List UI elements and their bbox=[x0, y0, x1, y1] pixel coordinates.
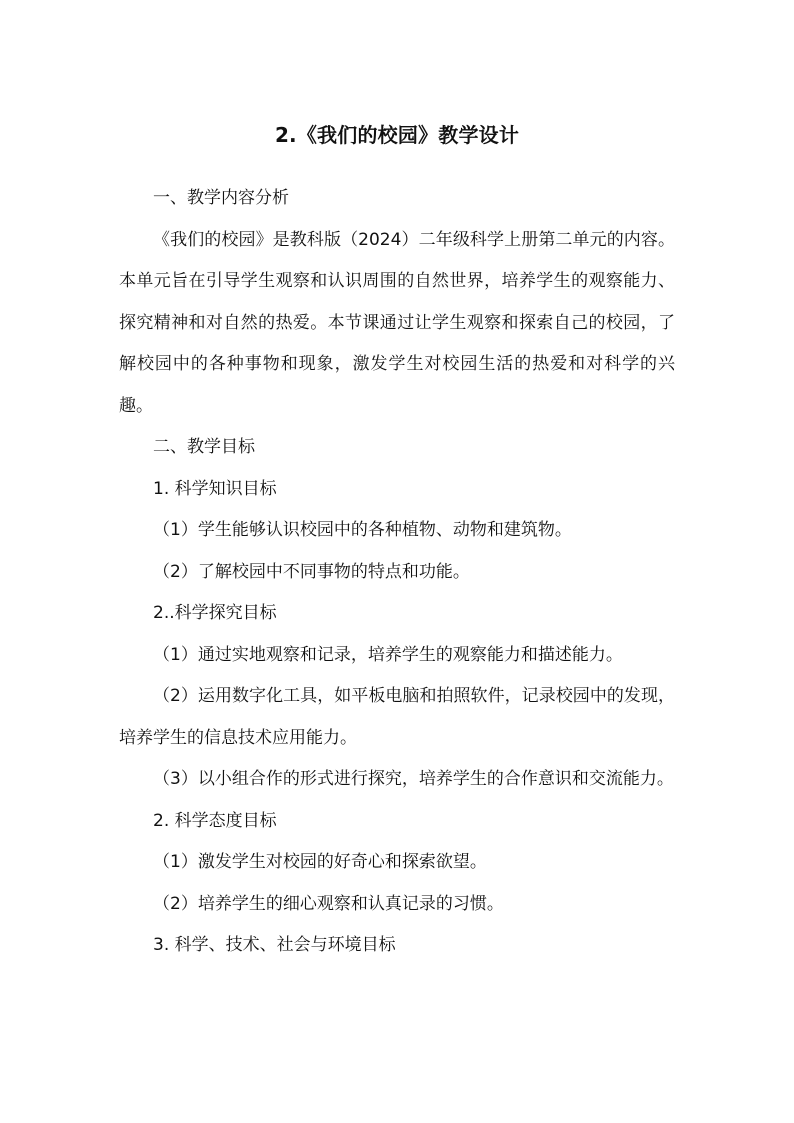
goal-heading-inquiry: 2..科学探究目标 bbox=[153, 603, 277, 623]
goal-item-attitude-1: （1）激发学生对校园的好奇心和探索欲望。 bbox=[153, 852, 487, 872]
goal-item-inquiry-1: （1）通过实地观察和记录，培养学生的观察能力和描述能力。 bbox=[153, 644, 623, 665]
section-heading-teaching-goals: 二、教学目标 bbox=[153, 437, 255, 457]
goal-heading-attitude: 2. 科学态度目标 bbox=[153, 810, 277, 831]
document-title: 2.《我们的校园》教学设计 bbox=[274, 123, 520, 147]
section-heading-content-analysis: 一、教学内容分析 bbox=[153, 188, 289, 208]
content-analysis-paragraph: 《我们的校园》是教科版（2024）二年级科学上册第二单元的内容。本单元旨在引导学生观察和认识周围的自然世界，培养学生的观察能力、探究精神和对自然的热爱。本节课通过让学生观察和探索自己的校园，了解校园中的各种事物和现象，激发学生对校园生活的热爱和对科学的兴趣。 bbox=[119, 229, 675, 416]
goal-item-inquiry-3: （3）以小组合作的形式进行探究，培养学生的合作意识和交流能力。 bbox=[153, 769, 674, 789]
goal-heading-knowledge: 1. 科学知识目标 bbox=[153, 478, 277, 499]
goal-item-knowledge-1: （1）学生能够认识校园中的各种植物、动物和建筑物。 bbox=[153, 520, 572, 540]
goal-item-attitude-2: （2）培养学生的细心观察和认真记录的习惯。 bbox=[153, 893, 504, 914]
goal-heading-stse: 3. 科学、技术、社会与环境目标 bbox=[153, 935, 396, 955]
goal-item-knowledge-2: （2）了解校园中不同事物的特点和功能。 bbox=[153, 561, 470, 582]
document-content bbox=[119, 178, 675, 967]
goal-item-inquiry-2: （2）运用数字化工具，如平板电脑和拍照软件，记录校园中的发现，培养学生的信息技术应用能力。 bbox=[119, 686, 675, 748]
